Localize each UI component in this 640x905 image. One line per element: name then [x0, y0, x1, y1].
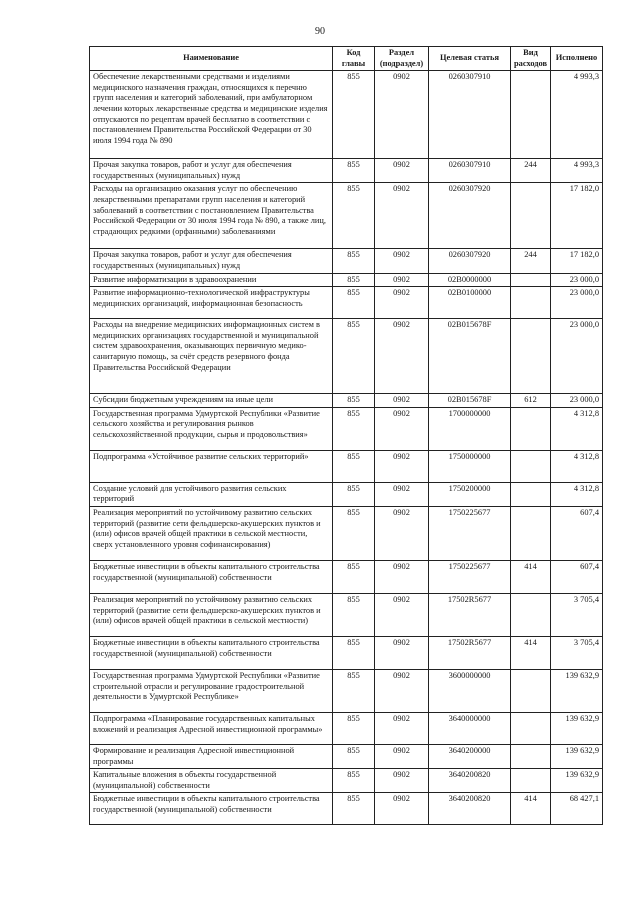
cell-name: Реализация мероприятий по устойчивому развитию сельских территорий (развитие сети фельдшерско-акушерских пунктов и (или) офисов врачей общей практики в сельской местности, сверх установленного уровня софинансирования) — [90, 506, 333, 560]
cell-razdel: 0902 — [375, 450, 429, 482]
cell-kod: 855 — [333, 249, 375, 273]
cell-razdel: 0902 — [375, 249, 429, 273]
cell-celevaya: 0260307910 — [429, 159, 511, 183]
cell-razdel: 0902 — [375, 319, 429, 394]
cell-name: Бюджетные инвестиции в объекты капитального строительства государственной (муниципальной) собственности — [90, 793, 333, 825]
cell-vid: 244 — [511, 159, 551, 183]
cell-razdel: 0902 — [375, 769, 429, 793]
table-row — [90, 669, 603, 712]
table-row — [90, 450, 603, 482]
cell-celevaya: 3640200000 — [429, 744, 511, 768]
header-vid: Вид расходов — [511, 47, 551, 71]
cell-ispolneno: 23 000,0 — [551, 394, 603, 408]
cell-vid — [511, 506, 551, 560]
cell-ispolneno: 17 182,0 — [551, 249, 603, 273]
cell-ispolneno: 4 312,8 — [551, 482, 603, 506]
cell-celevaya: 3640200820 — [429, 769, 511, 793]
cell-razdel: 0902 — [375, 712, 429, 744]
cell-name: Реализация мероприятий по устойчивому развитию сельских территорий (развитие сети фельдшерско-акушерских пунктов и (или) офисов врачей общей практики в сельской местности) — [90, 593, 333, 636]
cell-vid — [511, 744, 551, 768]
cell-name: Прочая закупка товаров, работ и услуг для обеспечения государственных (муниципальных) нужд — [90, 249, 333, 273]
cell-name: Создание условий для устойчивого развития сельских территорий — [90, 482, 333, 506]
cell-razdel: 0902 — [375, 183, 429, 249]
cell-razdel: 0902 — [375, 793, 429, 825]
cell-celevaya: 17502R5677 — [429, 593, 511, 636]
table-row — [90, 636, 603, 669]
cell-ispolneno: 4 993,3 — [551, 159, 603, 183]
cell-celevaya: 1750225677 — [429, 506, 511, 560]
cell-kod: 855 — [333, 744, 375, 768]
cell-ispolneno: 139 632,9 — [551, 769, 603, 793]
cell-name: Формирование и реализация Адресной инвестиционной программы — [90, 744, 333, 768]
cell-name: Субсидии бюджетным учреждениям на иные цели — [90, 394, 333, 408]
table-row — [90, 560, 603, 593]
cell-kod: 855 — [333, 394, 375, 408]
table-row — [90, 319, 603, 394]
table-row — [90, 769, 603, 793]
cell-name: Обеспечение лекарственными средствами и изделиями медицинского назначения граждан, относящихся к перечню групп населения и категорий заболеваний, при амбулаторном лечении которых лекарственные средства и медицинские изделия отпускаются по рецептам врачей бесплатно в соответствии с постановлением Правительства Российской Федерации от 30 июля 1994 года № 890 — [90, 71, 333, 159]
cell-celevaya: 1750200000 — [429, 482, 511, 506]
table-row — [90, 482, 603, 506]
cell-name: Бюджетные инвестиции в объекты капитального строительства государственной (муниципальной) собственности — [90, 636, 333, 669]
cell-vid — [511, 669, 551, 712]
cell-kod: 855 — [333, 636, 375, 669]
cell-ispolneno: 3 705,4 — [551, 636, 603, 669]
cell-ispolneno: 23 000,0 — [551, 273, 603, 287]
cell-razdel: 0902 — [375, 593, 429, 636]
cell-razdel: 0902 — [375, 506, 429, 560]
cell-razdel: 0902 — [375, 669, 429, 712]
cell-kod: 855 — [333, 407, 375, 450]
cell-celevaya: 0260307920 — [429, 183, 511, 249]
header-kod: Код главы — [333, 47, 375, 71]
cell-ispolneno: 607,4 — [551, 560, 603, 593]
cell-vid: 414 — [511, 793, 551, 825]
cell-vid — [511, 71, 551, 159]
cell-name: Подпрограмма «Устойчивое развитие сельских территорий» — [90, 450, 333, 482]
cell-ispolneno: 4 993,3 — [551, 71, 603, 159]
cell-kod: 855 — [333, 71, 375, 159]
cell-ispolneno: 4 312,8 — [551, 450, 603, 482]
table-row — [90, 249, 603, 273]
cell-razdel: 0902 — [375, 287, 429, 319]
cell-ispolneno: 139 632,9 — [551, 669, 603, 712]
cell-vid — [511, 712, 551, 744]
cell-kod: 855 — [333, 669, 375, 712]
cell-kod: 855 — [333, 769, 375, 793]
cell-celevaya: 3640000000 — [429, 712, 511, 744]
cell-name: Развитие информационно-технологической инфраструктуры медицинских организаций, информационная безопасность — [90, 287, 333, 319]
header-name: Наименование — [90, 47, 333, 71]
cell-ispolneno: 68 427,1 — [551, 793, 603, 825]
table-row — [90, 407, 603, 450]
table-row — [90, 744, 603, 768]
cell-celevaya: 0260307920 — [429, 249, 511, 273]
cell-celevaya: 02B0100000 — [429, 287, 511, 319]
cell-vid — [511, 593, 551, 636]
cell-name: Расходы на организацию оказания услуг по обеспечению лекарственными препаратами групп населения и категорий заболеваний в соответствии с постановлением Правительства Российской Федерации от 30 июля 1994 года № 890, а также лиц, страдающих редкими (орфанными) заболеваниями — [90, 183, 333, 249]
cell-razdel: 0902 — [375, 407, 429, 450]
cell-kod: 855 — [333, 287, 375, 319]
cell-vid — [511, 319, 551, 394]
cell-kod: 855 — [333, 793, 375, 825]
cell-razdel: 0902 — [375, 394, 429, 408]
cell-celevaya: 02B015678F — [429, 319, 511, 394]
cell-ispolneno: 17 182,0 — [551, 183, 603, 249]
page-number: 90 — [315, 26, 325, 37]
cell-vid: 244 — [511, 249, 551, 273]
cell-kod: 855 — [333, 273, 375, 287]
cell-vid — [511, 287, 551, 319]
cell-kod: 855 — [333, 712, 375, 744]
cell-name: Развитие информатизации в здравоохранении — [90, 273, 333, 287]
cell-kod: 855 — [333, 506, 375, 560]
cell-kod: 855 — [333, 560, 375, 593]
cell-kod: 855 — [333, 183, 375, 249]
cell-ispolneno: 607,4 — [551, 506, 603, 560]
cell-vid — [511, 769, 551, 793]
cell-name: Капитальные вложения в объекты государственной (муниципальной) собственности — [90, 769, 333, 793]
table-row — [90, 159, 603, 183]
table-row — [90, 287, 603, 319]
cell-ispolneno: 23 000,0 — [551, 319, 603, 394]
cell-razdel: 0902 — [375, 71, 429, 159]
cell-celevaya: 3640200820 — [429, 793, 511, 825]
table-row — [90, 793, 603, 825]
cell-ispolneno: 4 312,8 — [551, 407, 603, 450]
cell-vid — [511, 183, 551, 249]
cell-celevaya: 02B015678F — [429, 394, 511, 408]
cell-vid: 612 — [511, 394, 551, 408]
cell-celevaya: 1700000000 — [429, 407, 511, 450]
cell-celevaya: 1750000000 — [429, 450, 511, 482]
cell-name: Расходы на внедрение медицинских информационных систем в медицинских организациях государственной и муниципальной систем здравоохранения, оказывающих первичную медико-санитарную помощь, за счёт средств резервного фонда Правительства Российской Федерации — [90, 319, 333, 394]
cell-ispolneno: 3 705,4 — [551, 593, 603, 636]
cell-name: Прочая закупка товаров, работ и услуг для обеспечения государственных (муниципальных) нужд — [90, 159, 333, 183]
cell-vid: 414 — [511, 560, 551, 593]
cell-celevaya: 1750225677 — [429, 560, 511, 593]
cell-razdel: 0902 — [375, 482, 429, 506]
cell-name: Бюджетные инвестиции в объекты капитального строительства государственной (муниципальной) собственности — [90, 560, 333, 593]
table-body — [90, 71, 603, 825]
table-row — [90, 183, 603, 249]
header-celevaya: Целевая статья — [429, 47, 511, 71]
cell-razdel: 0902 — [375, 560, 429, 593]
cell-vid: 414 — [511, 636, 551, 669]
cell-kod: 855 — [333, 319, 375, 394]
cell-razdel: 0902 — [375, 273, 429, 287]
cell-vid — [511, 273, 551, 287]
table-row — [90, 273, 603, 287]
cell-ispolneno: 139 632,9 — [551, 744, 603, 768]
cell-name: Государственная программа Удмуртской Республики «Развитие сельского хозяйства и регулирования рынков сельскохозяйственной продукции, сырья и продовольствия» — [90, 407, 333, 450]
table-row — [90, 712, 603, 744]
cell-ispolneno: 139 632,9 — [551, 712, 603, 744]
table-row — [90, 593, 603, 636]
cell-celevaya: 0260307910 — [429, 71, 511, 159]
table-row — [90, 506, 603, 560]
cell-vid — [511, 482, 551, 506]
cell-celevaya: 3600000000 — [429, 669, 511, 712]
cell-name: Государственная программа Удмуртской Республики «Развитие строительной отрасли и регулирование градостроительной деятельности в Удмуртской Республике» — [90, 669, 333, 712]
header-row — [90, 47, 603, 71]
budget-table — [89, 46, 603, 825]
cell-ispolneno: 23 000,0 — [551, 287, 603, 319]
cell-celevaya: 02B0000000 — [429, 273, 511, 287]
cell-kod: 855 — [333, 593, 375, 636]
cell-kod: 855 — [333, 482, 375, 506]
cell-celevaya: 17502R5677 — [429, 636, 511, 669]
cell-kod: 855 — [333, 450, 375, 482]
cell-razdel: 0902 — [375, 159, 429, 183]
header-ispolneno: Исполнено — [551, 47, 603, 71]
header-razdel: Раздел (подраздел) — [375, 47, 429, 71]
cell-vid — [511, 407, 551, 450]
cell-kod: 855 — [333, 159, 375, 183]
cell-razdel: 0902 — [375, 744, 429, 768]
cell-name: Подпрограмма «Планирование государственных капитальных вложений и реализация Адресной инвестиционной программы» — [90, 712, 333, 744]
cell-razdel: 0902 — [375, 636, 429, 669]
table-row — [90, 394, 603, 408]
table-row — [90, 71, 603, 159]
cell-vid — [511, 450, 551, 482]
